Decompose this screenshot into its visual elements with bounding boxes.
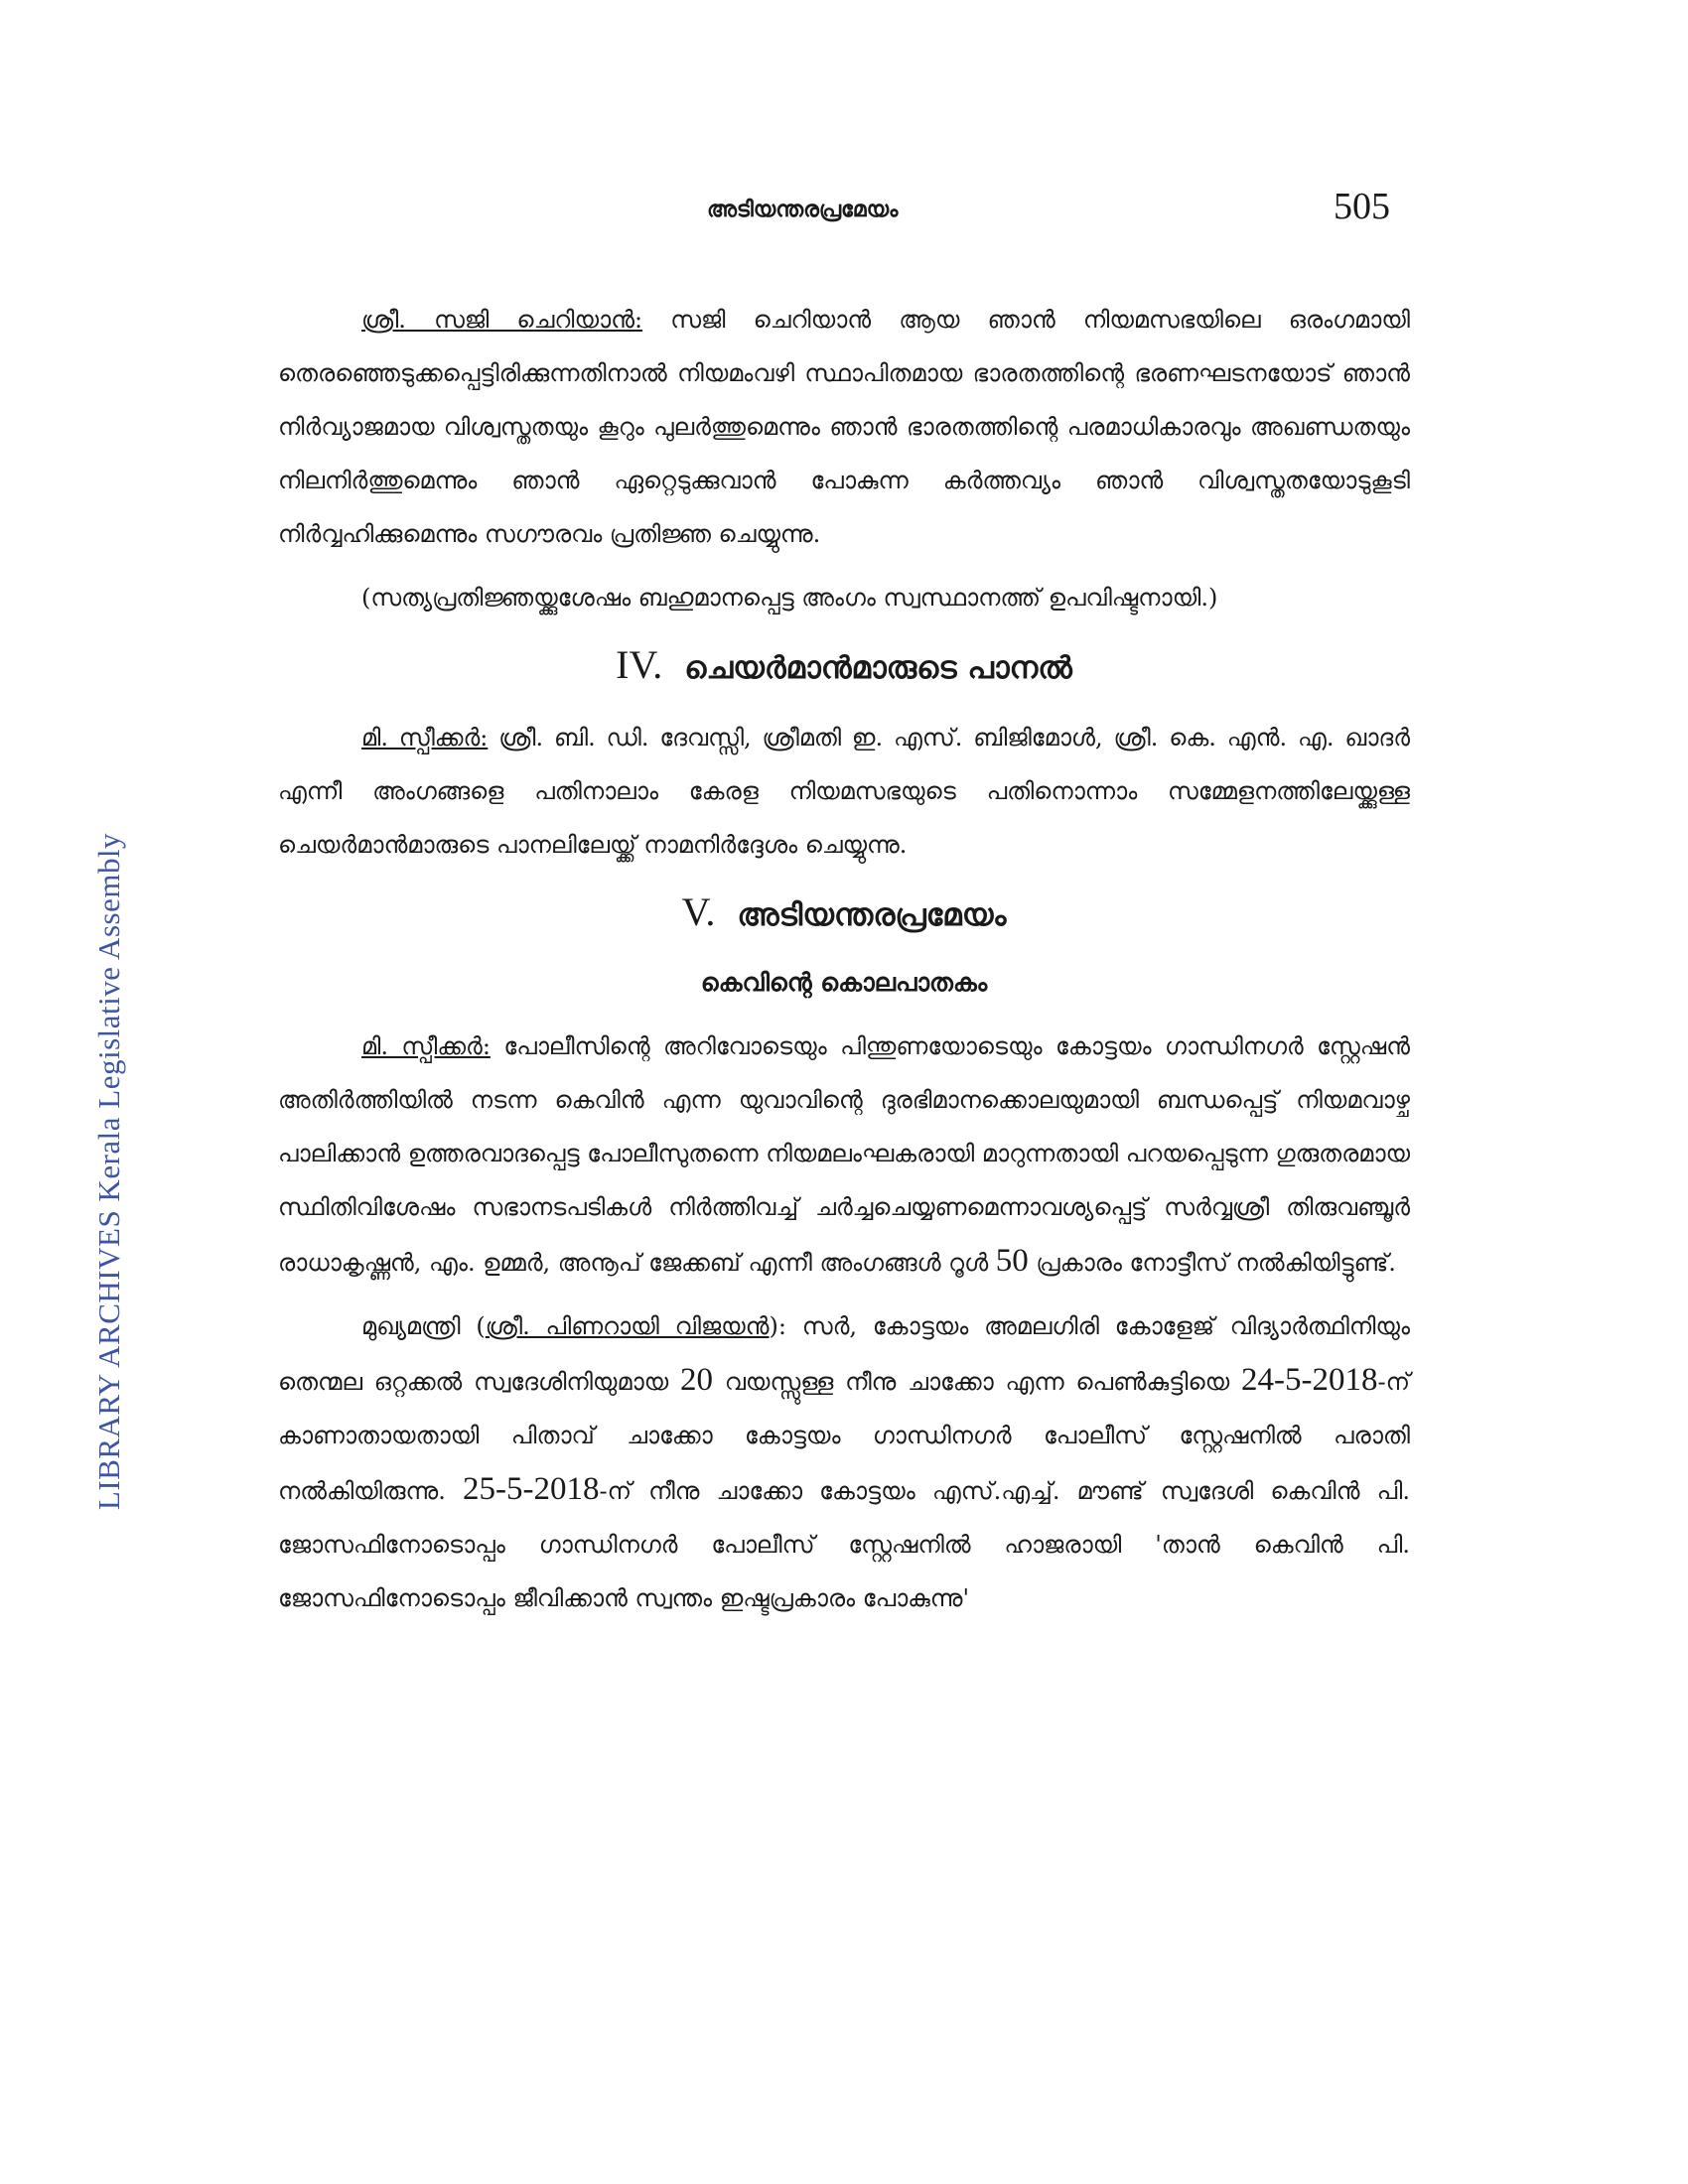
page-number: 505 bbox=[1334, 186, 1390, 227]
section-title: അടിയന്തരപ്രമേയം bbox=[737, 897, 1007, 933]
section-title: ചെയർമാൻമാരുടെ പാനൽ bbox=[684, 650, 1072, 686]
oath-paragraph bbox=[278, 293, 1410, 561]
oath-text: സജി ചെറിയാൻ ആയ ഞാൻ നിയമസഭയിലെ ഒരംഗമായി തെരഞ്ഞെടുക്കപ്പെട്ടിരിക്കുന്നതിനാൽ നിയമംവഴി സ്ഥാപിതമായ ഭാരതത്തിന്റെ ഭരണഘടനയോട് ഞാൻ നിർവ്യാജമായ വിശ്വസ്തതയും കൂറും പുലർത്തുമെന്നും ഞാൻ ഭാരതത്തിന്റെ പരമാധികാരവും അഖണ്ഡതയും നിലനിർത്തുമെന്നും ഞാൻ ഏറ്റെടുക്കുവാൻ പോകുന്ന കർത്തവ്യം ഞാൻ വിശ്വസ്തതയോടുകൂടി നിർവ്വഹിക്കുമെന്നും സഗൗരവം പ്രതിജ്ഞ ചെയ്യുന്നു. bbox=[278, 306, 1410, 548]
section-heading-iv bbox=[278, 638, 1410, 695]
watermark-text: LIBRARY ARCHIVES Kerala Legislative Assembly bbox=[91, 832, 126, 1511]
date-value: 25-5-2018 bbox=[463, 1471, 600, 1507]
rule-number: 50 bbox=[995, 1243, 1029, 1279]
cm-reply-paragraph bbox=[278, 1299, 1410, 1625]
oath-note-paragraph bbox=[278, 571, 1410, 624]
reply-text: -ന് കാണാതായതായി പിതാവ് ചാക്കോ കോട്ടയം ഗാന്ധിനഗർ പോലീസ് സ്റ്റേഷനിൽ പരാതി നൽകിയിരുന്നു. bbox=[278, 1368, 1410, 1505]
section-heading-v bbox=[278, 886, 1410, 942]
section-number: IV. bbox=[616, 642, 663, 687]
speaker-name: ശ്രീ. പിണറായി വിജയൻ bbox=[485, 1312, 770, 1340]
sub-heading: കെവിന്റെ കൊലപാതകം bbox=[700, 968, 988, 997]
notice-text: പോലീസിന്റെ അറിവോടെയും പിന്തുണയോടെയും കോട്ടയം ഗാന്ധിനഗർ സ്റ്റേഷൻ അതിർത്തിയിൽ നടന്ന കെവിൻ എന്ന യുവാവിന്റെ ദുരഭിമാനക്കൊലയുമായി ബന്ധപ്പെട്ട് നിയമവാഴ്ച പാലിക്കാൻ ഉത്തരവാദപ്പെട്ട പോലീസുതന്നെ നിയമലംഘകരായി മാറുന്നതായി പറയപ്പെടുന്ന ഗുരുതരമായ സ്ഥിതിവിശേഷം സഭാനടപടികൾ നിർത്തിവച്ച് ചർച്ചചെയ്യണമെന്നാവശ്യപ്പെട്ട് സർവ്വശ്രീ തിരുവഞ്ചൂർ രാധാകൃഷ്ണൻ, എം. ഉമ്മർ, അനൂപ് ജേക്കബ് എന്നീ അംഗങ്ങൾ റൂൾ bbox=[278, 1032, 1410, 1277]
age-number: 20 bbox=[680, 1362, 714, 1398]
speaker-role-close: ): bbox=[769, 1312, 786, 1340]
page-body bbox=[278, 293, 1410, 1625]
reply-text: സർ, കോട്ടയം അമലഗിരി കോളേജ് വിദ്യാർത്ഥിനിയും തെന്മല ഒറ്റക്കൽ സ്വദേശിനിയുമായ bbox=[278, 1312, 1410, 1396]
speaker-role: മുഖ്യമന്ത്രി ( bbox=[361, 1312, 486, 1340]
panel-paragraph bbox=[278, 711, 1410, 872]
speaker-name: മി. സ്പീക്കർ: bbox=[361, 1032, 491, 1060]
reply-text: -ന് നീനു ചാക്കോ കോട്ടയം എസ്.എച്ച്. മൗണ്ട് സ്വദേശി കെവിൻ പി. ജോസഫിനോടൊപ്പം ഗാന്ധിനഗർ പോലീസ് സ്റ്റേഷനിൽ ഹാജരായി 'താൻ കെവിൻ പി. ജോസഫിനോടൊപ്പം ജീവിക്കാൻ സ്വന്തം ഇഷ്ടപ്രകാരം പോകുന്നു' bbox=[278, 1477, 1410, 1612]
notice-text-end: പ്രകാരം നോട്ടീസ് നൽകിയിട്ടുണ്ട്. bbox=[1028, 1249, 1396, 1277]
running-header: അടിയന്തരപ്രമേയം bbox=[707, 197, 899, 222]
section-number: V. bbox=[681, 889, 716, 934]
date-value: 24-5-2018 bbox=[1240, 1362, 1378, 1398]
reply-text: വയസ്സുള്ള നീനു ചാക്കോ എന്ന പെൺകുട്ടിയെ bbox=[713, 1368, 1241, 1396]
speaker-name: മി. സ്പീക്കർ: bbox=[361, 724, 489, 751]
notice-paragraph bbox=[278, 1020, 1410, 1290]
panel-text: ശ്രീ. ബി. ഡി. ദേവസ്സി, ശ്രീമതി ഇ. എസ്. ബിജിമോൾ, ശ്രീ. കെ. എൻ. എ. ഖാദർ എന്നീ അംഗങ്ങളെ പതിനാലാം കേരള നിയമസഭയുടെ പതിനൊന്നാം സമ്മേളനത്തിലേയ്ക്കുള്ള ചെയർമാൻമാരുടെ പാനലിലേയ്ക്ക് നാമനിർദ്ദേശം ചെയ്യുന്നു. bbox=[278, 724, 1410, 859]
speaker-name: ശ്രീ. സജി ചെറിയാൻ: bbox=[361, 306, 643, 334]
oath-note: (സത്യപ്രതിജ്ഞയ്ക്കുശേഷം ബഹുമാനപ്പെട്ട അംഗം സ്വസ്ഥാനത്ത് ഉപവിഷ്ടനായി.) bbox=[361, 584, 1218, 612]
